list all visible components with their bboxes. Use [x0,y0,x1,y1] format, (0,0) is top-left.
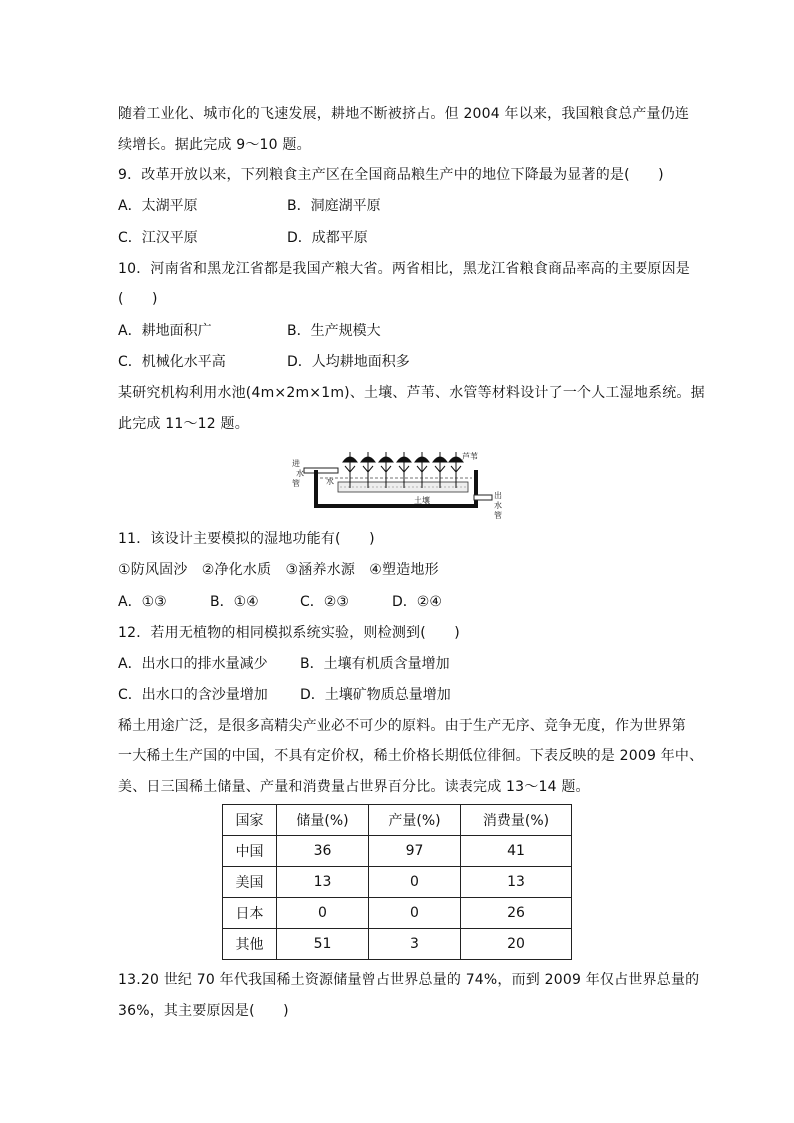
row-country: 其他 [223,929,277,960]
reed-label: 芦苇 [462,452,478,461]
inlet-label-3: 管 [292,479,300,488]
question-9-stem: 9．改革开放以来，下列粮食主产区在全国商品粮生产中的地位下降最为显著的是( ) [118,167,664,183]
q11-option-a: A．①③ [118,594,167,610]
question-11-items: ①防风固沙 ②净化水质 ③涵养水源 ④塑造地形 [118,562,439,578]
question-13-line1: 13.20 世纪 70 年代我国稀土资源储量曾占世界总量的 74%，而到 2009 年仅占世界总量的 [118,972,700,988]
q12-option-a: A．出水口的排水量减少 [118,656,268,672]
water-label: 水 [326,477,334,486]
inlet-pipe [304,468,338,473]
intro-13-14-line2: 一大稀土生产国的中国，不具有定价权，稀土价格长期低位徘徊。下表反映的是 2009 年中、 [118,748,704,764]
question-11-stem: 11．该设计主要模拟的湿地功能有( ) [118,531,375,547]
q9-option-d: D．成都平原 [287,230,368,246]
rare-earth-table [222,804,572,960]
q12-option-c: C．出水口的含沙量增加 [118,687,268,703]
table-row [223,898,572,929]
table-row [223,836,572,867]
row-production: 0 [369,867,461,898]
q12-option-b: B．土壤有机质含量增加 [300,656,450,672]
q9-option-a: A．太湖平原 [118,198,198,214]
row-country: 日本 [223,898,277,929]
q11-option-d: D．②④ [392,594,442,610]
row-consumption: 13 [461,867,572,898]
intro-11-12-line1: 某研究机构利用水池(4m×2m×1m)、土壤、芦苇、水管等材料设计了一个人工湿地系统。据 [118,385,705,401]
inlet-label-1: 进 [292,459,300,468]
row-reserves: 13 [277,867,369,898]
row-country: 美国 [223,867,277,898]
row-consumption: 41 [461,836,572,867]
q9-option-c: C．江汉平原 [118,230,198,246]
header-reserves: 储量(%) [277,805,369,836]
row-country: 中国 [223,836,277,867]
header-country: 国家 [223,805,277,836]
row-production: 3 [369,929,461,960]
question-10-paren: ( ) [118,291,158,307]
q11-option-c: C．②③ [300,594,349,610]
question-10-stem: 10．河南省和黑龙江省都是我国产粮大省。两省相比，黑龙江省粮食商品率高的主要原因是 [118,261,691,277]
row-production: 97 [369,836,461,867]
q10-option-d: D．人均耕地面积多 [287,354,410,370]
question-12-stem: 12．若用无植物的相同模拟系统实验，则检测到( ) [118,625,460,641]
intro-13-14-line3: 美、日三国稀土储量、产量和消费量占世界百分比。读表完成 13～14 题。 [118,779,590,795]
table-row [223,929,572,960]
q11-option-b: B．①④ [210,594,259,610]
wetland-diagram [290,448,506,522]
row-reserves: 51 [277,929,369,960]
row-production: 0 [369,898,461,929]
row-reserves: 36 [277,836,369,867]
table-row [223,867,572,898]
intro-13-14-line1: 稀土用途广泛，是很多高精尖产业必不可少的原料。由于生产无序、竞争无度，作为世界第 [118,718,686,734]
q9-option-b: B．洞庭湖平原 [287,198,381,214]
q10-option-a: A．耕地面积广 [118,323,212,339]
q12-option-d: D．土壤矿物质总量增加 [300,687,451,703]
intro-9-10-line1: 随着工业化、城市化的飞速发展，耕地不断被挤占。但 2004 年以来，我国粮食总产量仍连 [118,106,690,122]
outlet-label-1: 出 [494,491,502,500]
table-header-row [223,805,572,836]
intro-11-12-line2: 此完成 11～12 题。 [118,416,249,432]
outlet-label-2: 水 [494,501,502,510]
q10-option-b: B．生产规模大 [287,323,381,339]
row-reserves: 0 [277,898,369,929]
outlet-pipe [474,495,492,500]
soil-label: 土壤 [414,496,430,505]
header-production: 产量(%) [369,805,461,836]
inlet-label-2: 水 [296,469,304,478]
q10-option-c: C．机械化水平高 [118,354,226,370]
header-consumption: 消费量(%) [461,805,572,836]
intro-9-10-line2: 续增长。据此完成 9～10 题。 [118,137,311,153]
row-consumption: 20 [461,929,572,960]
question-13-line2: 36%，其主要原因是( ) [118,1003,289,1019]
row-consumption: 26 [461,898,572,929]
outlet-label-3: 管 [494,511,502,520]
